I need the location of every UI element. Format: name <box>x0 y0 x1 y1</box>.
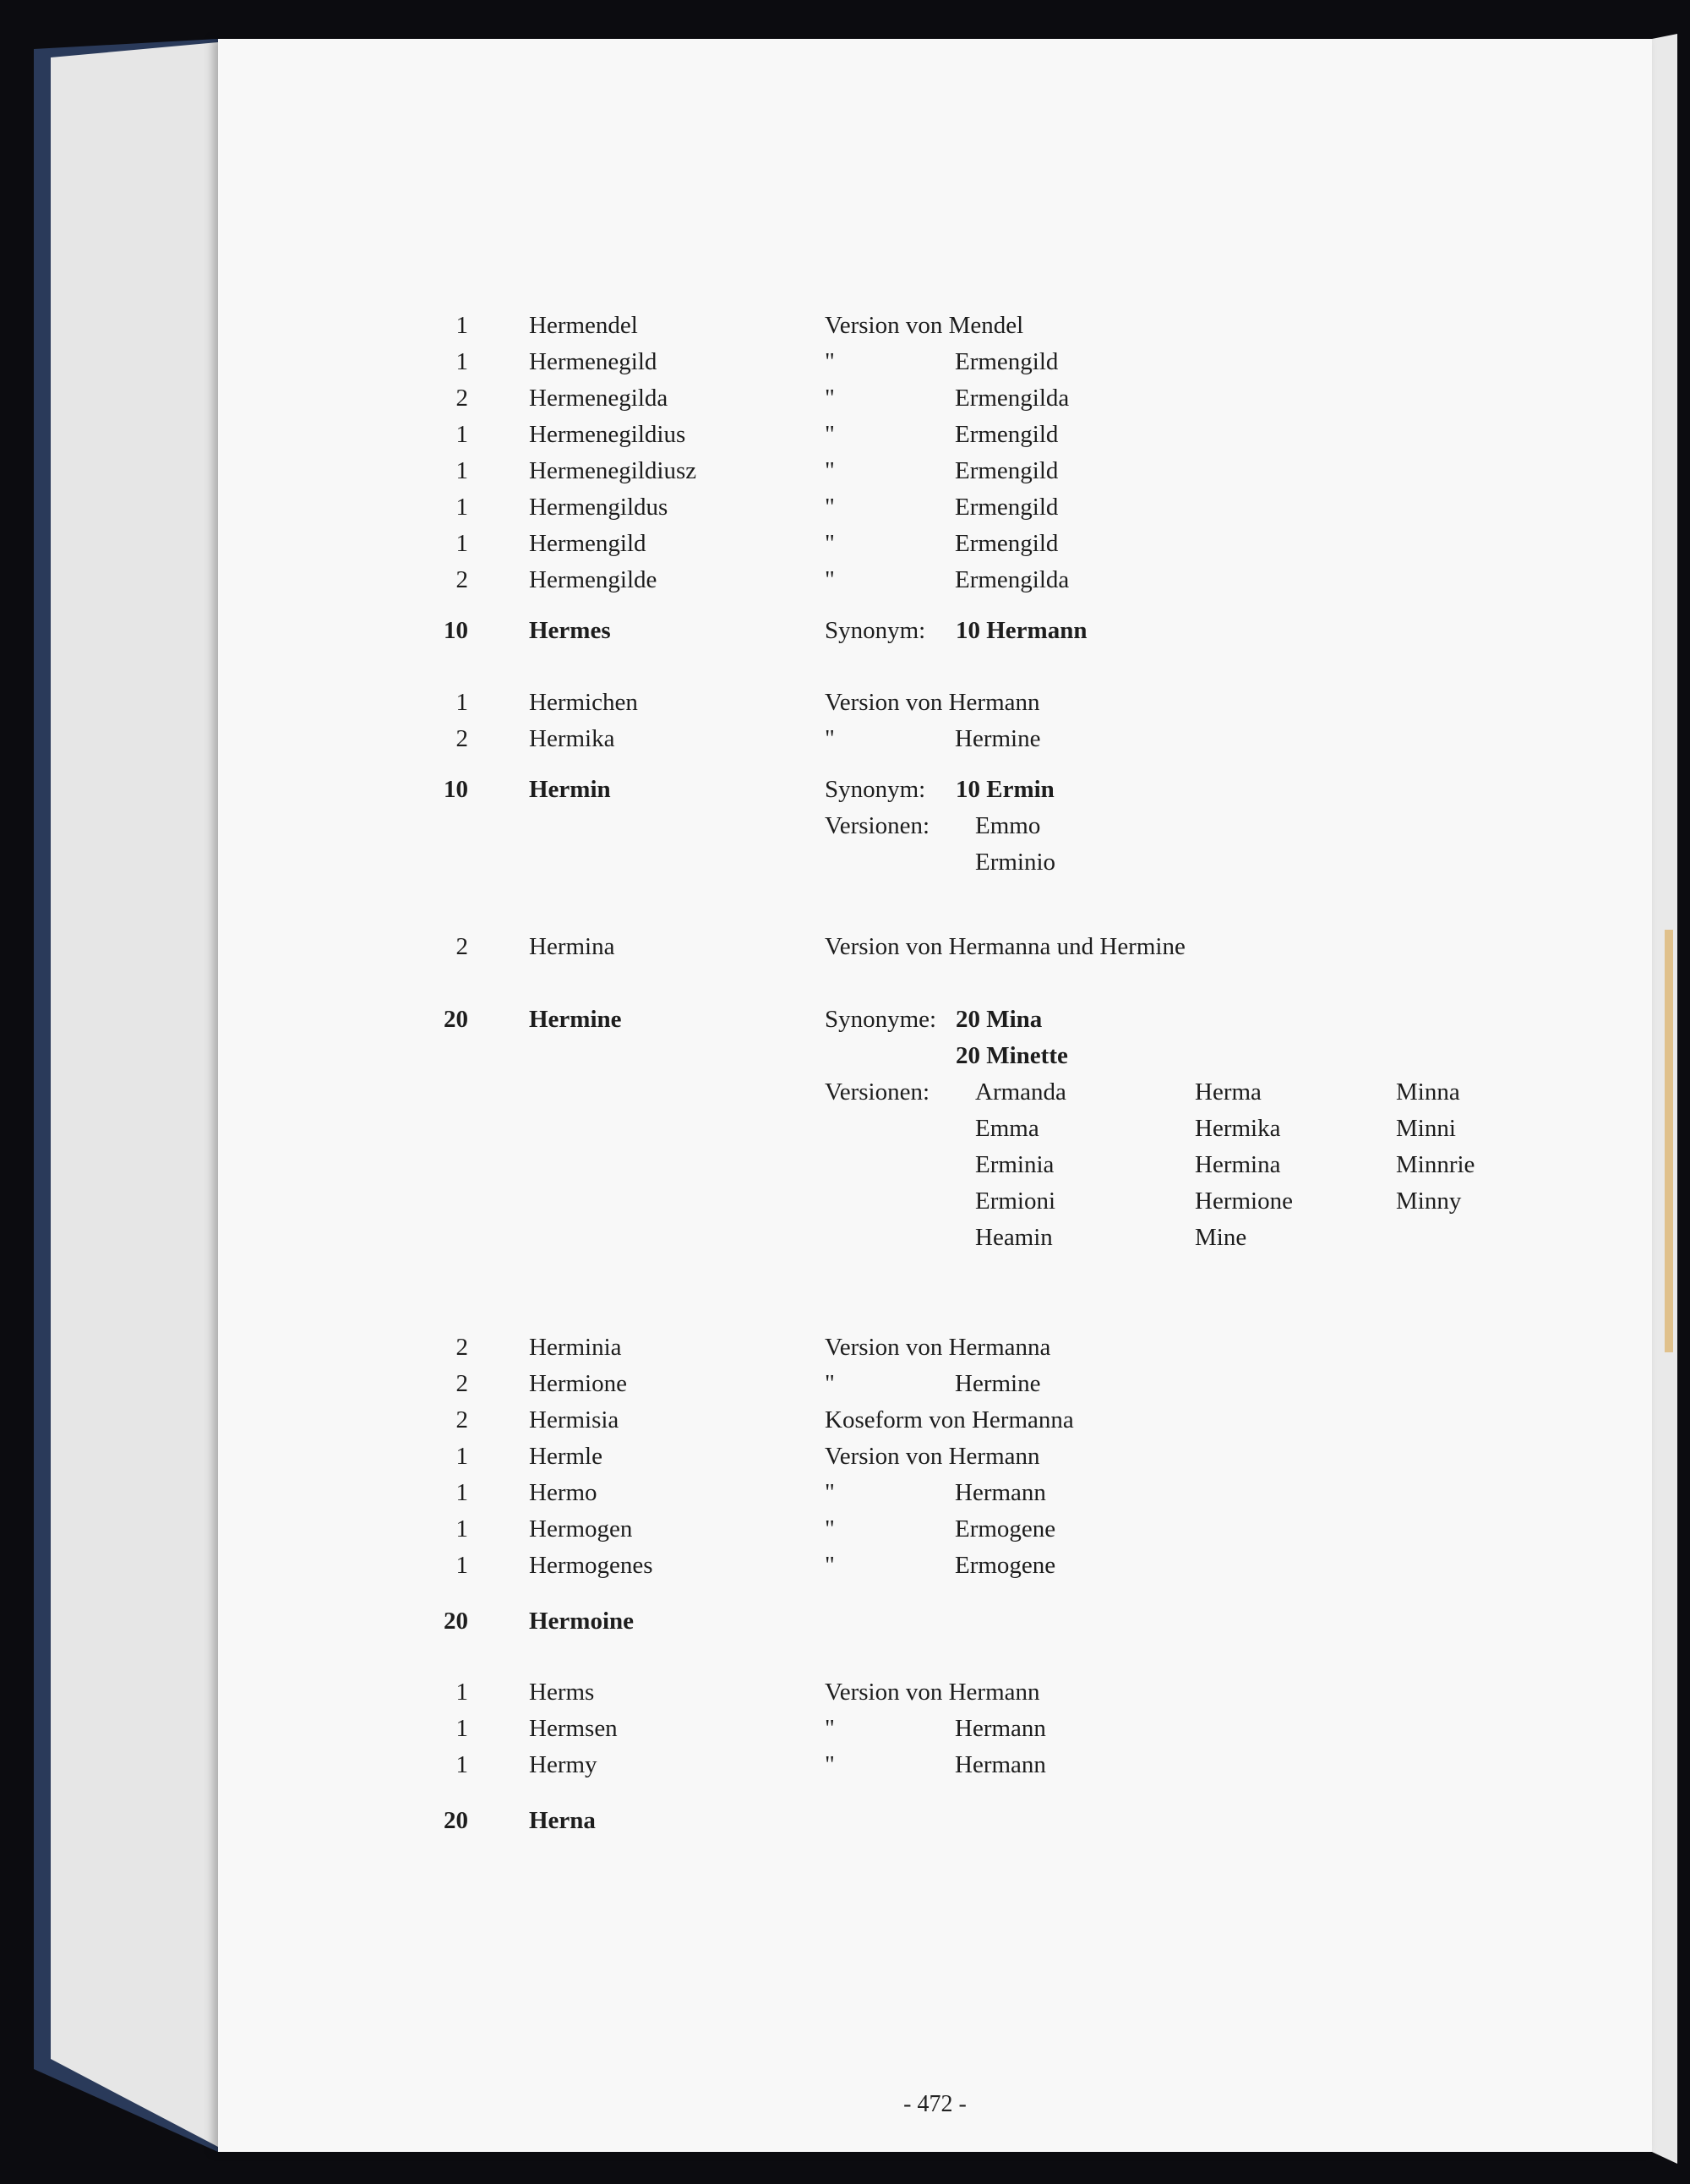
entry-count: 2 <box>455 933 468 960</box>
entry-row <box>218 1548 1652 1582</box>
hermine-version-item: Ermioni <box>975 1188 1056 1215</box>
entry-description: Version von Hermann <box>825 689 1040 716</box>
entry-reference: 10 Ermin <box>956 776 1055 803</box>
entry-name: Hermine <box>529 1006 622 1033</box>
entry-description: Version von Hermanna <box>825 1334 1051 1361</box>
entry-reference: Ermengild <box>955 457 1059 484</box>
entry-row <box>218 381 1652 415</box>
entry-description: Version von Hermann <box>825 1443 1040 1470</box>
hermine-version-item: Hermika <box>1195 1115 1281 1142</box>
entry-name: Hermendel <box>529 312 638 339</box>
entry-count: 2 <box>455 1334 468 1361</box>
entry-count: 1 <box>455 1751 468 1778</box>
entry-reference: Ermengild <box>955 530 1059 557</box>
entry-description: " <box>825 494 835 521</box>
hermine-version-item: Mine <box>1195 1224 1247 1251</box>
hermine-version-item: Emma <box>975 1115 1039 1142</box>
entry-count: 1 <box>455 1515 468 1542</box>
entry-name: Hermengildus <box>529 494 668 521</box>
entry-name: Hermsen <box>529 1715 618 1742</box>
entry-count: 2 <box>455 566 468 593</box>
entry-row <box>218 773 1652 806</box>
entry-count: 2 <box>455 1370 468 1397</box>
entry-description: " <box>825 1515 835 1542</box>
entry-name: Hermenegild <box>529 348 657 375</box>
book-page <box>218 39 1652 2152</box>
entry-name: Hermengild <box>529 530 646 557</box>
page-number: - 472 - <box>903 2091 967 2117</box>
entry-count: 2 <box>455 1406 468 1433</box>
entry-row <box>218 930 1652 964</box>
entry-name: Hermoine <box>529 1608 635 1635</box>
entry-name: Hermy <box>529 1751 597 1778</box>
hermine-version-item: Armanda <box>975 1078 1066 1106</box>
entry-count: 10 <box>444 617 468 644</box>
entry-row <box>218 1604 1652 1638</box>
entry-reference: Hermine <box>955 725 1041 752</box>
entry-count: 1 <box>455 1552 468 1579</box>
entry-description: " <box>825 348 835 375</box>
entry-description: " <box>825 1552 835 1579</box>
entry-row <box>218 490 1652 524</box>
entry-name: Herna <box>529 1807 596 1834</box>
entry-description: " <box>825 1370 835 1397</box>
hermine-version-item: Minna <box>1396 1078 1460 1106</box>
entry-row <box>218 845 1652 879</box>
entry-count: 2 <box>455 725 468 752</box>
entry-count: 1 <box>455 421 468 448</box>
entry-row <box>218 1748 1652 1782</box>
entry-reference: Ermengilda <box>955 385 1070 412</box>
entry-name: Hermichen <box>529 689 638 716</box>
entry-row <box>218 527 1652 560</box>
entry-reference: Emmo <box>975 812 1041 839</box>
entry-count: 1 <box>455 689 468 716</box>
entry-description: Koseform von Hermanna <box>825 1406 1074 1433</box>
entry-name: Hermione <box>529 1370 627 1397</box>
entry-description: Version von Hermanna und Hermine <box>825 933 1186 960</box>
entry-name: Hermo <box>529 1479 597 1506</box>
entry-name: Hermenegildius <box>529 421 686 448</box>
entry-row <box>218 1367 1652 1400</box>
entry-count: 20 <box>444 1807 468 1834</box>
entry-name: Hermle <box>529 1443 602 1470</box>
entry-row <box>218 1675 1652 1709</box>
entry-description: " <box>825 421 835 448</box>
entry-reference: Ermogene <box>955 1552 1056 1579</box>
entry-reference: Ermengild <box>955 494 1059 521</box>
entry-count: 1 <box>455 1715 468 1742</box>
entry-count: 2 <box>455 385 468 412</box>
entry-reference: 20 Minette <box>956 1042 1068 1069</box>
entry-reference: Ermengild <box>955 421 1059 448</box>
entry-count: 1 <box>455 312 468 339</box>
entry-row <box>218 1439 1652 1473</box>
hermine-version-item: Hermione <box>1195 1188 1293 1215</box>
entry-name: Hermogen <box>529 1515 633 1542</box>
entry-count: 1 <box>455 1443 468 1470</box>
entry-name: Herminia <box>529 1334 622 1361</box>
entry-count: 1 <box>455 1479 468 1506</box>
entry-count: 20 <box>444 1608 468 1635</box>
entry-name: Hermes <box>529 617 611 644</box>
entry-row <box>218 308 1652 342</box>
entry-description: Synonym: <box>825 617 926 644</box>
entry-name: Hermogenes <box>529 1552 653 1579</box>
entry-reference: Ermengilda <box>955 566 1070 593</box>
entry-description: " <box>825 1715 835 1742</box>
entry-reference: Ermengild <box>955 348 1059 375</box>
entry-row <box>218 1712 1652 1745</box>
hermine-version-item: Heamin <box>975 1224 1053 1251</box>
entry-description: Version von Mendel <box>825 312 1024 339</box>
entry-reference: Hermann <box>955 1715 1046 1742</box>
hermine-version-item: Hermina <box>1195 1151 1281 1178</box>
entry-reference: Ermogene <box>955 1515 1056 1542</box>
entry-row <box>218 722 1652 756</box>
entry-row <box>218 454 1652 488</box>
entry-reference: Hermann <box>955 1751 1046 1778</box>
entry-count: 1 <box>455 348 468 375</box>
entry-name: Herms <box>529 1679 595 1706</box>
entry-description: " <box>825 566 835 593</box>
entry-row <box>218 1002 1652 1036</box>
entry-count: 1 <box>455 457 468 484</box>
entry-reference: 20 Mina <box>956 1006 1043 1033</box>
entry-description: Versionen: <box>825 812 930 839</box>
entry-description: " <box>825 385 835 412</box>
entry-row <box>218 563 1652 597</box>
entry-reference: Hermann <box>955 1479 1046 1506</box>
entry-count: 1 <box>455 494 468 521</box>
entry-description: Version von Hermann <box>825 1679 1040 1706</box>
entry-row <box>218 614 1652 647</box>
hermine-version-item: Minnrie <box>1396 1151 1475 1178</box>
hermine-version-item: Minni <box>1396 1115 1456 1142</box>
entry-row <box>218 809 1652 843</box>
entry-name: Hermina <box>529 933 615 960</box>
hermine-version-item: Minny <box>1396 1188 1462 1215</box>
entry-description: " <box>825 457 835 484</box>
entry-description: " <box>825 1479 835 1506</box>
entry-count: 10 <box>444 776 468 803</box>
entry-row <box>218 1403 1652 1437</box>
entry-row <box>218 1330 1652 1364</box>
entry-reference: Erminio <box>975 849 1056 876</box>
entry-count: 1 <box>455 1679 468 1706</box>
entry-name: Hermenegildiusz <box>529 457 697 484</box>
hermine-versions-label: Versionen: <box>825 1078 930 1106</box>
entry-description: " <box>825 1751 835 1778</box>
entry-count: 20 <box>444 1006 468 1033</box>
entry-name: Hermenegilda <box>529 385 668 412</box>
entry-description: Synonym: <box>825 776 926 803</box>
entry-row <box>218 1804 1652 1837</box>
entry-name: Hermisia <box>529 1406 619 1433</box>
entry-row <box>218 1039 1652 1073</box>
entry-name: Hermin <box>529 776 611 803</box>
entry-name: Hermengilde <box>529 566 657 593</box>
entry-row <box>218 1476 1652 1510</box>
entry-description: " <box>825 530 835 557</box>
entry-row <box>218 1512 1652 1546</box>
entry-description: " <box>825 725 835 752</box>
entry-row <box>218 685 1652 719</box>
entry-reference: Hermine <box>955 1370 1041 1397</box>
entry-row <box>218 418 1652 451</box>
entry-reference: 10 Hermann <box>956 617 1088 644</box>
hermine-version-item: Erminia <box>975 1151 1055 1178</box>
entry-row <box>218 345 1652 379</box>
entry-count: 1 <box>455 530 468 557</box>
hermine-version-item: Herma <box>1195 1078 1262 1106</box>
entry-description: Synonyme: <box>825 1006 937 1033</box>
entry-name: Hermika <box>529 725 615 752</box>
